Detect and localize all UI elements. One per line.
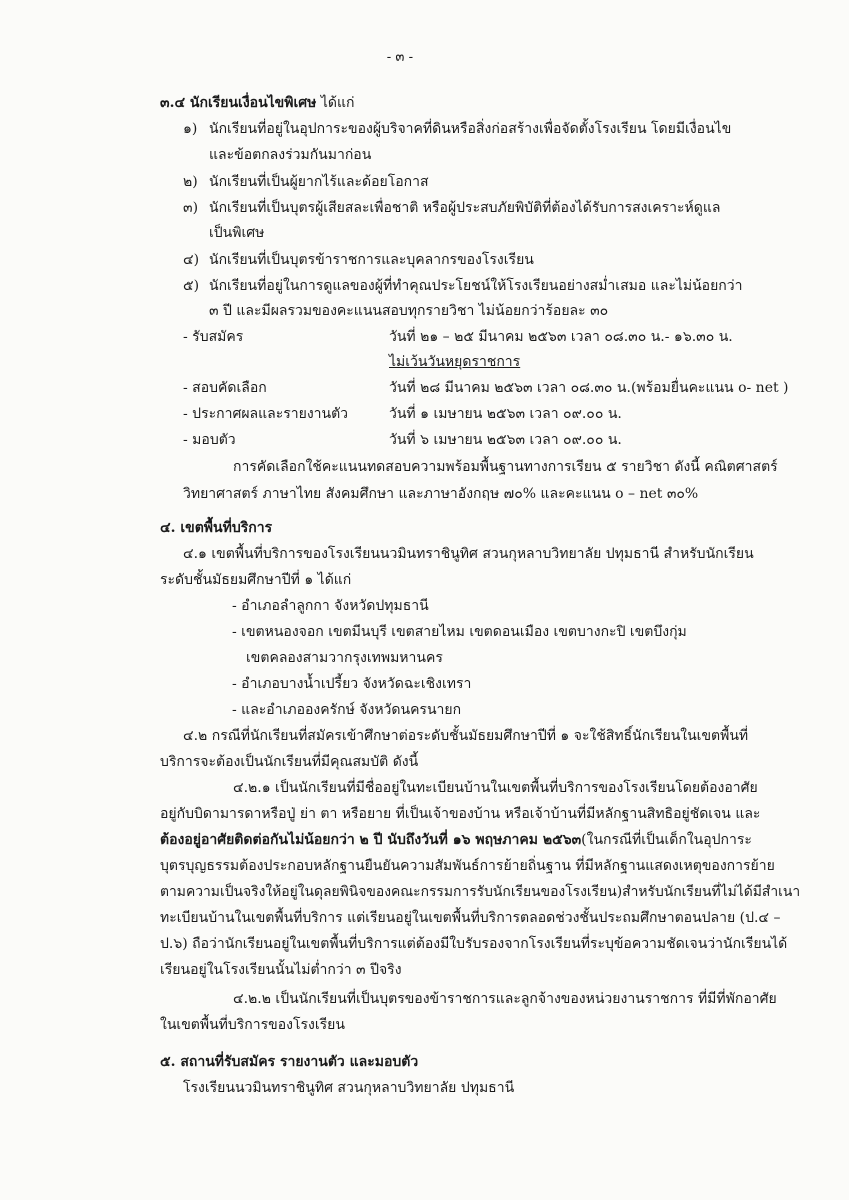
page-number: - ๓ -	[386, 49, 414, 65]
para-4-2-line1: ๔.๒ กรณีที่นักเรียนที่สมัครเข้าศึกษาต่อระดับชั้นมัธยมศึกษาปีที่ ๑ จะใช้สิทธิ์นักเรียนในเขตพื้นที่	[183, 728, 749, 744]
section-5-body: โรงเรียนนวมินทราชินูทิศ สวนกุหลาบวิทยาลัย ปทุมธานี	[183, 1080, 515, 1096]
item-text: นักเรียนที่อยู่ในการดูแลของผู้ที่ทำคุณประโยชน์ให้โรงเรียนอย่างสม่ำเสมอ และไม่น้อยกว่า	[209, 278, 743, 294]
area-item: - และอำเภอองครักษ์ จังหวัดนครนายก	[232, 702, 462, 718]
section-3-4-title: ๓.๔ นักเรียนเงื่อนไขพิเศษ	[160, 95, 317, 111]
selection-note-line1: การคัดเลือกใช้คะแนนทดสอบความพร้อมพื้นฐานทางการเรียน ๕ รายวิชา ดังนี้ คณิตศาสตร์	[233, 459, 778, 475]
schedule-label-enroll: - มอบตัว	[183, 432, 236, 448]
para-4-2-1-line2: อยู่กับบิดามารดาหรือปู่ ย่า ตา หรือยาย ที่เป็นเจ้าของบ้าน หรือเจ้าบ้านที่มีหลักฐานสิทธิอยู่ชัดเจน และ	[160, 806, 761, 822]
area-item: - อำเภอบางน้ำเปรี้ยว จังหวัดฉะเชิงเทรา	[232, 676, 472, 692]
section-3-4-heading	[160, 93, 354, 113]
item-text: นักเรียนที่เป็นผู้ยากไร้และด้อยโอกาส	[209, 174, 429, 190]
item-text: เป็นพิเศษ	[209, 225, 265, 241]
schedule-label-register: - รับสมัคร	[183, 329, 244, 345]
residence-requirement-rest: (ในกรณีที่เป็นเด็กในอุปการะ	[581, 832, 752, 848]
area-item-cont: เขตคลองสามวากรุงเทพมหานคร	[246, 650, 443, 666]
para-4-1-line2: ระดับชั้นมัธยมศึกษาปีที่ ๑ ได้แก่	[160, 572, 352, 588]
item-text: นักเรียนที่อยู่ในอุปการะของผู้บริจาคที่ดินหรือสิ่งก่อสร้างเพื่อจัดตั้งโรงเรียน โดยมีเงื่อนไข	[209, 121, 732, 137]
para-4-2-1-line3	[160, 830, 752, 850]
schedule-value-enroll: วันที่ ๖ เมษายน ๒๕๖๓ เวลา ๐๙.๐๐ น.	[389, 432, 622, 448]
selection-note-line2: วิทยาศาสตร์ ภาษาไทย สังคมศึกษา และภาษาอังกฤษ ๗๐% และคะแนน o – net ๓๐%	[183, 486, 699, 502]
para-4-2-1-line4: บุตรบุญธรรมต้องประกอบหลักฐานยืนยันความสัมพันธ์การย้ายถิ่นฐาน ที่มีหลักฐานแสดงเหตุของการย้าย	[160, 858, 775, 874]
section-5-heading: ๕. สถานที่รับสมัคร รายงานตัว และมอบตัว	[160, 1054, 419, 1070]
item-text: นักเรียนที่เป็นบุตรผู้เสียสละเพื่อชาติ หรือผู้ประสบภัยพิบัติที่ต้องได้รับการสงเคราะห์ดูแล	[209, 200, 721, 216]
item-number: ๔)	[183, 252, 200, 268]
item-text: ๓ ปี และมีผลรวมของคะแนนสอบทุกรายวิชา ไม่น้อยกว่าร้อยละ ๓๐	[209, 303, 609, 319]
section-3-4-suffix: ได้แก่	[320, 95, 355, 111]
item-text: และข้อตกลงร่วมกันมาก่อน	[209, 147, 372, 163]
para-4-2-1-line7: ป.๖) ถือว่านักเรียนอยู่ในเขตพื้นที่บริการแต่ต้องมีใบรับรองจากโรงเรียนที่ระบุข้อความชัดเจนว่านักเรียนได้	[160, 936, 788, 952]
para-4-2-1-line1: ๔.๒.๑ เป็นนักเรียนที่มีชื่ออยู่ในทะเบียนบ้านในเขตพื้นที่บริการของโรงเรียนโดยต้องอาศัย	[233, 780, 758, 796]
para-4-2-2-line1: ๔.๒.๒ เป็นนักเรียนที่เป็นบุตรของข้าราชการและลูกจ้างของหน่วยงานราชการ ที่มีที่พักอาศัย	[233, 991, 777, 1007]
schedule-value-announce: วันที่ ๑ เมษายน ๒๕๖๓ เวลา ๐๙.๐๐ น.	[389, 406, 622, 422]
para-4-2-1-line5: ตามความเป็นจริงให้อยู่ในดุลยพินิจของคณะกรรมการรับนักเรียนของโรงเรียน)สำหรับนักเรียนที่ไม่ได้มีสำเนา	[160, 884, 801, 900]
schedule-value-register: วันที่ ๒๑ – ๒๕ มีนาคม ๒๕๖๓ เวลา ๐๘.๓๐ น.- ๑๖.๓๐ น.	[389, 329, 733, 345]
item-number: ๒)	[183, 174, 198, 190]
item-number: ๓)	[183, 200, 199, 216]
item-text: นักเรียนที่เป็นบุตรข้าราชการและบุคลากรของโรงเรียน	[209, 252, 534, 268]
section-4-heading: ๔. เขตพื้นที่บริการ	[160, 520, 273, 536]
area-item: - เขตหนองจอก เขตมีนบุรี เขตสายไหม เขตดอนเมือง เขตบางกะปิ เขตบึงกุ่ม	[232, 624, 687, 640]
para-4-2-1-line6: ทะเบียนบ้านในเขตพื้นที่บริการ แต่เรียนอยู่ในเขตพื้นที่บริการตลอดช่วงชั้นประถมศึกษาตอนปลาย (ป.๔ –	[160, 910, 781, 926]
para-4-1-line1: ๔.๑ เขตพื้นที่บริการของโรงเรียนนวมินทราชินูทิศ สวนกุหลาบวิทยาลัย ปทุมธานี สำหรับนักเรียน	[183, 546, 754, 562]
item-number: ๕)	[183, 278, 200, 294]
para-4-2-line2: บริการจะต้องเป็นนักเรียนที่มีคุณสมบัติ ดังนี้	[160, 754, 419, 770]
residence-requirement: ต้องอยู่อาศัยติดต่อกันไม่น้อยกว่า ๒ ปี นับถึงวันที่ ๑๖ พฤษภาคม ๒๕๖๓	[160, 832, 582, 848]
schedule-note: ไม่เว้นวันหยุดราชการ	[389, 354, 521, 370]
para-4-2-1-line8: เรียนอยู่ในโรงเรียนนั้นไม่ต่ำกว่า ๓ ปีจริง	[160, 962, 402, 978]
item-number: ๑)	[183, 121, 198, 137]
area-item: - อำเภอลำลูกกา จังหวัดปทุมธานี	[232, 598, 429, 614]
schedule-value-exam: วันที่ ๒๘ มีนาคม ๒๕๖๓ เวลา ๐๘.๓๐ น.(พร้อมยื่นคะแนน o- net )	[389, 380, 789, 396]
para-4-2-2-line2: ในเขตพื้นที่บริการของโรงเรียน	[160, 1017, 345, 1033]
schedule-label-announce: - ประกาศผลและรายงานตัว	[183, 406, 349, 422]
schedule-label-exam: - สอบคัดเลือก	[183, 380, 267, 396]
